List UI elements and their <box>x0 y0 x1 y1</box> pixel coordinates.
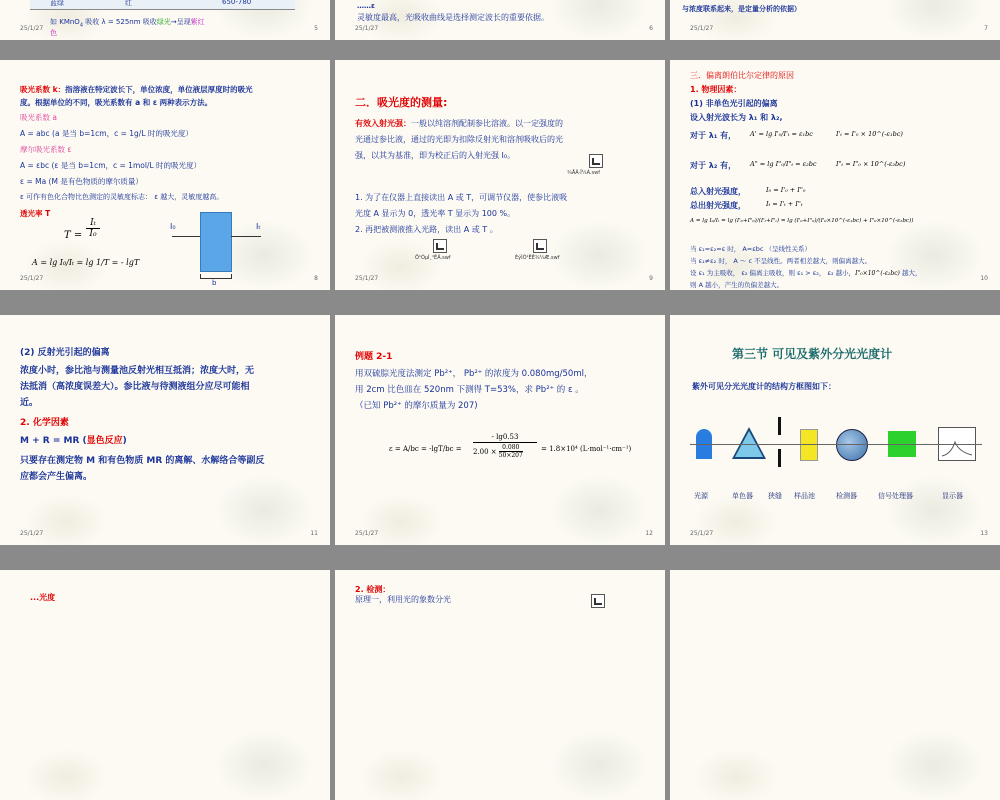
slide-number: 13 <box>980 530 988 537</box>
slide-heading: 2. 化学因素 <box>20 418 69 428</box>
reaction-equation: M + R = MR (显色反应) <box>20 436 127 446</box>
slide-date: 25/1/27 <box>20 25 44 32</box>
optical-axis <box>690 444 982 445</box>
slide-text: 对于 λ₁ 有， <box>690 131 737 140</box>
slide-5[interactable] <box>0 0 330 40</box>
slide-date: 25/1/27 <box>355 530 379 537</box>
incident-arrow <box>172 236 200 237</box>
slide-10[interactable] <box>670 60 1000 290</box>
slide-heading: 1. 物理因素： <box>690 85 742 94</box>
eq-total-absorbance: A = lg I₀/Iₜ = lg (I'₀+I"₀)/(I'ₜ+I"ₜ) = lg (I'₀+I"₀)/(I'₀×10^(-ε₁bc) + I"₀×10^(-ε₂bc)) <box>690 218 914 224</box>
note-line: 当 ε₁≠ε₂ 时， A ～ c 不呈线性。两者相差越大，则偏离越大。 <box>690 257 872 265</box>
slide-date: 25/1/27 <box>690 530 714 537</box>
label-signal-processor: 信号处理器 <box>878 492 913 500</box>
slide-number: 5 <box>314 25 318 32</box>
slide-text: 近。 <box>20 398 39 408</box>
eq-absorbance: A = lg I₀/Iₜ = lg 1/T = - lgT <box>32 258 140 267</box>
slide-date: 25/1/27 <box>355 25 379 32</box>
eq-epsilon-lhs: ε = A/bc = -lgT/bc = <box>389 445 462 453</box>
label-sample-cell: 样品池 <box>794 492 815 500</box>
slide-text: 有效入射光强：一般以纯溶剂配制参比溶液。以一定强度的 <box>355 119 563 128</box>
slide-15[interactable] <box>335 570 665 800</box>
slide-date: 25/1/27 <box>20 275 44 282</box>
label-display: 显示器 <box>942 492 963 500</box>
slide-text: 用双硫腙光度法测定 Pb²⁺， Pb²⁺ 的浓度为 0.080mg/50ml， <box>355 369 593 379</box>
slide-text: 光度 A 显示为 0，透光率 T 显示为 100 %。 <box>355 209 516 218</box>
slide-subtitle: 紫外可见分光光度计的结构方框图如下： <box>692 382 836 391</box>
slide-date: 25/1/27 <box>690 25 714 32</box>
slide-text: 设入射光波长为 λ₁ 和 λ₂, <box>690 113 783 122</box>
slide-number: 10 <box>980 275 988 282</box>
slide-text: （已知 Pb²⁺ 的摩尔质量为 207) <box>355 401 478 411</box>
slide-text: 只要存在测定物 M 和有色物质 MR 的离解、水解络合等副反 <box>20 456 265 466</box>
slide-text: ……ε <box>357 2 375 10</box>
slide-11[interactable] <box>0 315 330 545</box>
formula-ma: ε = Ma (M 是有色物质的摩尔质量） <box>20 177 143 186</box>
slide-text: ...光度 <box>30 593 56 602</box>
slide-text: 对于 λ₂ 有， <box>690 161 737 170</box>
slide-text: (2) 反射光引起的偏离 <box>20 348 110 358</box>
label-slit: 狭缝 <box>768 492 782 500</box>
example-text-line2: 色 <box>50 29 57 37</box>
table-cell-complement: 红 <box>125 0 132 7</box>
eq-epsilon-fraction: - lg0.53 2.00 × 0.080 50×207 <box>473 433 537 459</box>
eq-lambda1-absorbance: A' = lg I'₀/I'ₜ = ε₁bc <box>750 130 813 138</box>
slide-16[interactable] <box>670 570 1000 800</box>
heading-molar-absorptivity: 摩尔吸光系数 ε <box>20 145 72 154</box>
eq-total-incident: I₀ = I'₀ + I"₀ <box>766 186 806 194</box>
slide-text: 应都会产生偏离。 <box>20 472 93 482</box>
slide-text: 浓度小时，参比池与测量池反射光相互抵消；浓度大时，无 <box>20 366 255 376</box>
table-cell-range: 650-780 <box>222 0 252 6</box>
eq-lambda2-absorbance: A" = lg I"₀/I"ₜ = ε₂bc <box>750 160 817 168</box>
swf-file-icon[interactable] <box>433 239 447 253</box>
sensitivity-note: ε 可作有色化合物比色测定的灵敏度标志： ε 越大，灵敏度越高。 <box>20 193 224 201</box>
slide-text: 强，以其为基准，即为校正后的入射光强 I₀。 <box>355 151 516 160</box>
formula-abc: A = abc (a 是当 b=1cm，c = 1g/L 时的吸光度） <box>20 129 193 138</box>
eq-transmittance-lhs: T = <box>64 230 83 241</box>
slide-text: 原理一，利用光的象数分光 <box>355 595 451 604</box>
slide-heading: 2. 检测： <box>355 585 391 594</box>
slide-text: 灵敏度最高，光吸收曲线是选择测定波长的重要依据。 <box>357 13 549 22</box>
note-line: 设 ε₁ 为主吸收， ε₂ 偏离主吸收，则 ε₁ > ε₂， ε₂ 越小，I"₀×10^(-ε₂bc) 越大， <box>690 269 922 277</box>
swf-file-icon[interactable] <box>589 154 603 168</box>
eq-total-transmitted: Iₜ = I'ₜ + I"ₜ <box>766 200 803 208</box>
heading-transmittance: 透光率 T <box>20 209 51 218</box>
slide-text: (1) 非单色光引起的偏离 <box>690 99 778 108</box>
label-detector: 检测器 <box>836 492 857 500</box>
label-monochromator: 单色器 <box>732 492 753 500</box>
label-light-source: 光源 <box>694 492 708 500</box>
slide-7[interactable] <box>670 0 1000 40</box>
sample-cell-shape <box>800 429 818 461</box>
transmitted-arrow <box>231 236 261 237</box>
slide-number: 6 <box>649 25 653 32</box>
detector-shape <box>836 429 868 461</box>
swf-file-icon[interactable] <box>533 239 547 253</box>
slide-9[interactable] <box>335 60 665 290</box>
slide-13[interactable] <box>670 315 1000 545</box>
slide-number: 9 <box>649 275 653 282</box>
absorption-coefficient-def: 吸光系数 k：指溶液在特定波长下，单位浓度，单位液层厚度时的吸光 <box>20 85 253 94</box>
color-table <box>30 0 295 10</box>
slide-number: 7 <box>984 25 988 32</box>
slide-12[interactable] <box>335 315 665 545</box>
slide-number: 12 <box>645 530 653 537</box>
swf-file-label[interactable]: ¾ÅÃ·Î¼Á.swf <box>567 170 600 176</box>
formula-ebc: A = εbc (ε 是当 b=1cm，c = 1mol/L 时的吸光度） <box>20 161 202 170</box>
slide-text: 光通过参比液，通过的光即为扣除反射光和溶剂吸收后的光 <box>355 135 563 144</box>
slide-text: 总出射光强度， <box>690 201 746 210</box>
slide-14[interactable] <box>0 570 330 800</box>
label-b: b <box>212 279 217 287</box>
slide-text: 与浓度联系起来，是定量分析的依据） <box>682 5 801 13</box>
slide-title: 例题 2-1 <box>355 352 393 362</box>
slide-title: 二．吸光度的测量: <box>355 96 448 109</box>
heading-absorptivity: 吸光系数 a <box>20 113 57 122</box>
slide-date: 25/1/27 <box>355 275 379 282</box>
swf-file-icon[interactable] <box>591 594 605 608</box>
eq-lambda1-transmitted: I'ₜ = I'₀ × 10^(-ε₁bc) <box>836 130 903 138</box>
note-line: 则 A 越小，产生的负偏差越大。 <box>690 281 784 289</box>
slide-number: 11 <box>310 530 318 537</box>
table-cell-color: 蓝绿 <box>50 0 64 7</box>
slide-text: 用 2cm 比色皿在 520nm 下测得 T=53%，求 Pb²⁺ 的 ε 。 <box>355 385 584 395</box>
slide-8[interactable] <box>0 60 330 290</box>
cuvette <box>200 212 232 272</box>
example-text: 如 KMnO$_4$ 吸收 λ = 525nm 吸收绿光→呈现紫红 <box>50 18 205 29</box>
eq-transmittance-fraction: Iₜ I₀ <box>86 218 100 239</box>
slide-text: 法抵消（高浓度误差大）。参比液与待测液组分应尽可能相 <box>20 382 250 392</box>
slide-text: 总入射光强度， <box>690 187 746 196</box>
slide-title: 第三节 可见及紫外分光光度计 <box>732 347 893 361</box>
label-i0: I₀ <box>170 222 176 231</box>
swf-file-label[interactable]: Ö¹ÕµÍ¸¹ÊÂ.swf <box>415 255 451 261</box>
eq-epsilon-result: = 1.8×10⁴ (L·mol⁻¹·cm⁻¹) <box>541 445 632 453</box>
eq-lambda2-transmitted: I"ₜ = I"₀ × 10^(-ε₂bc) <box>836 160 906 168</box>
slide-text: 度。根据单位的不同，吸光系数有 a 和 ε 两种表示方法。 <box>20 98 213 107</box>
slide-date: 25/1/27 <box>20 530 44 537</box>
slide-text: 2. 再把被测液推入光路，读出 A 或 T 。 <box>355 225 498 234</box>
slide-number: 8 <box>314 275 318 282</box>
slide-text: 1. 为了在仪器上直接读出 A 或 T，可调节仪器，使参比液吸 <box>355 193 568 202</box>
label-it: Iₜ <box>256 222 261 231</box>
slide-6[interactable] <box>335 0 665 40</box>
swf-file-label[interactable]: ÈýÌÕ¹ËÊ¾¼Æ.swf <box>515 255 560 261</box>
slit-shape <box>778 417 781 435</box>
slit-shape <box>778 449 781 467</box>
slide-title: 三．偏离朗伯比尔定律的原因 <box>690 71 794 80</box>
note-line: 当 ε₁=ε₂=ε 时， A=εbc （呈线性关系） <box>690 245 812 253</box>
